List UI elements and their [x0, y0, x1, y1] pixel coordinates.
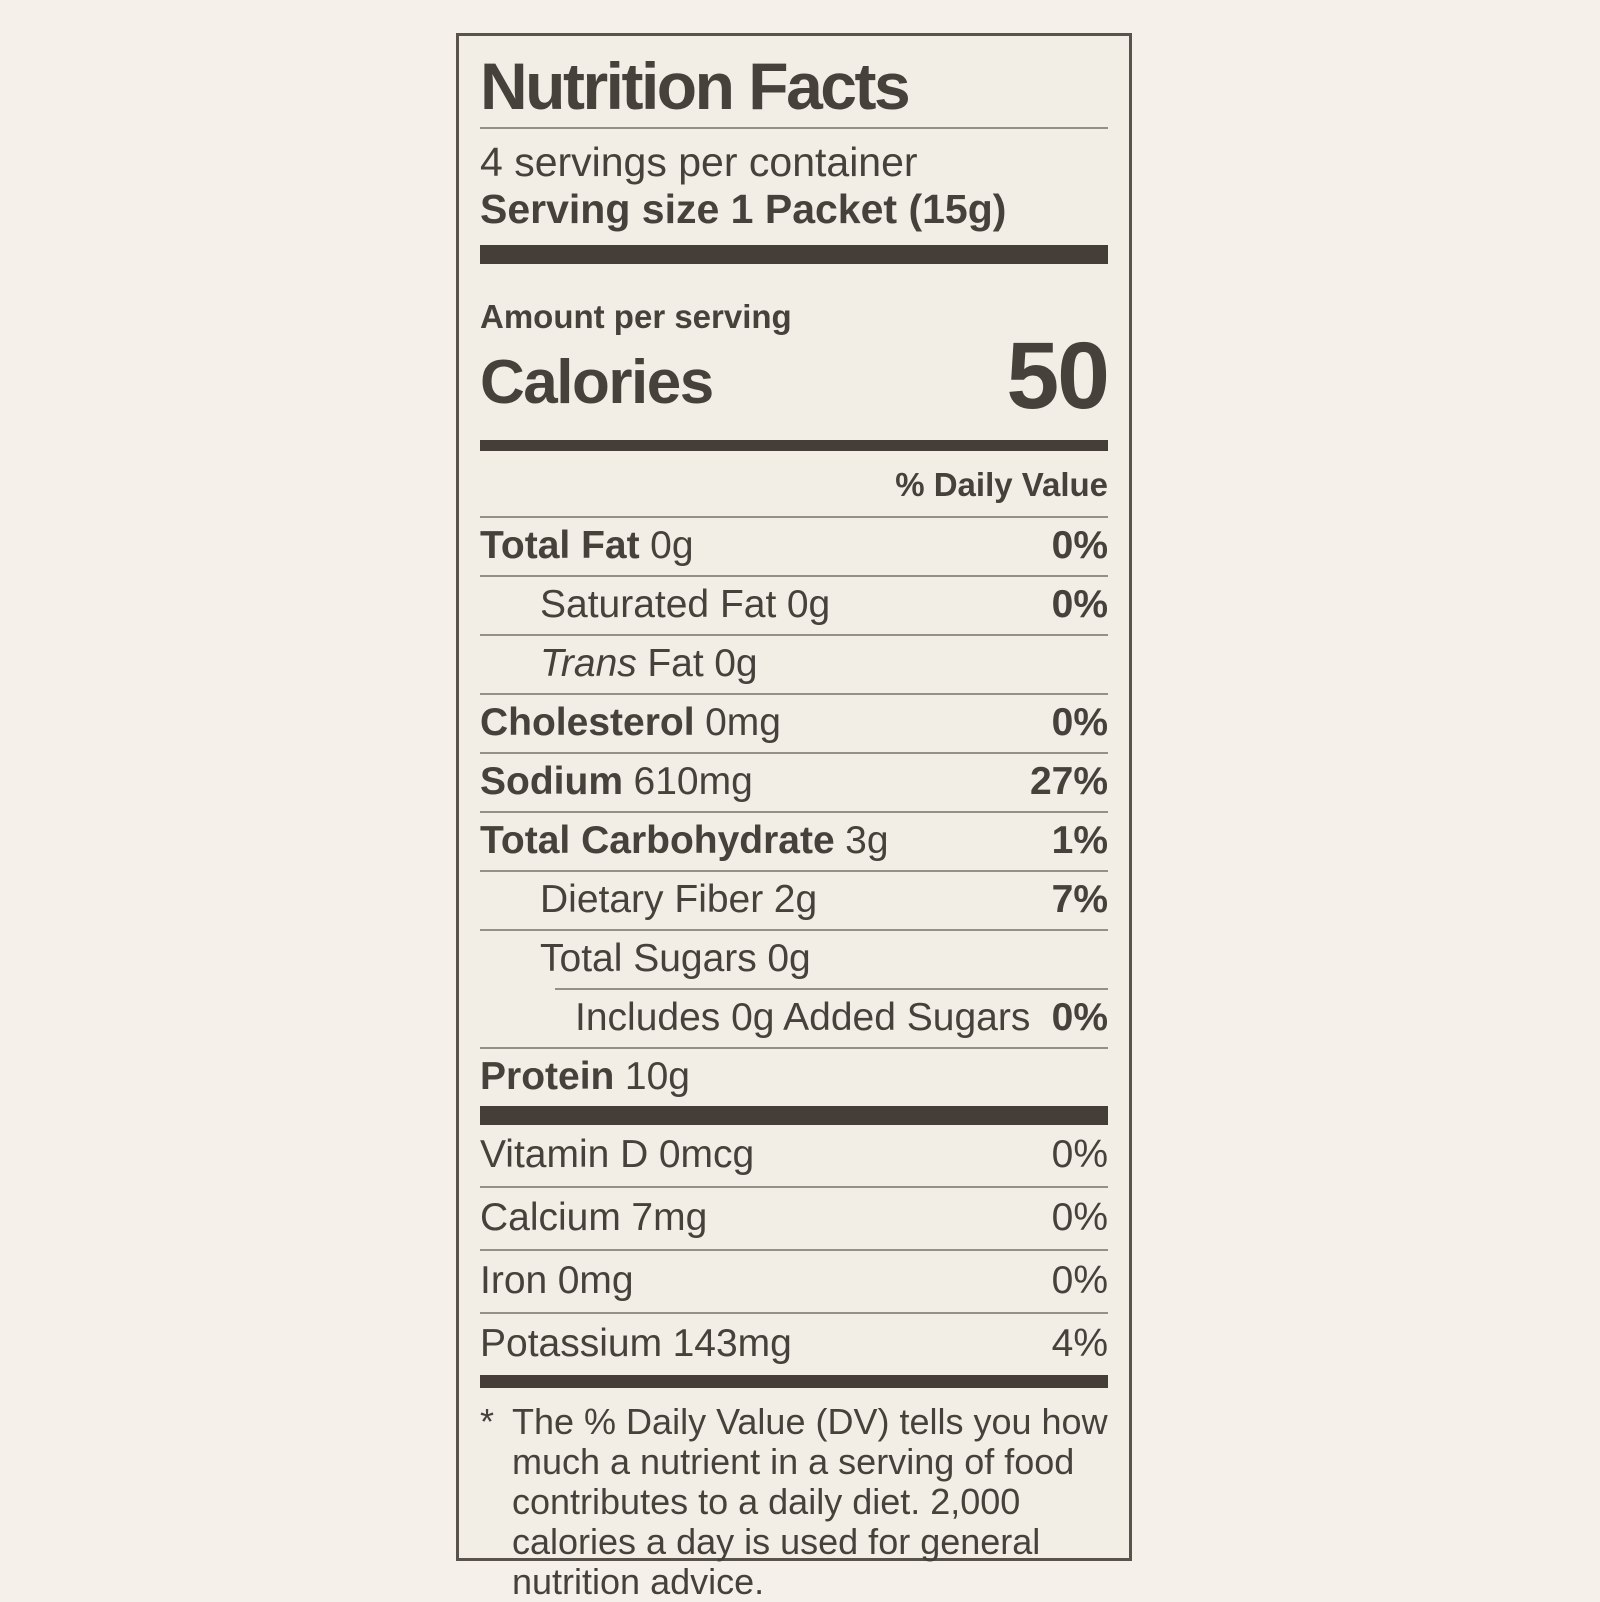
nutrient-name-amount: Total Sugars 0g [540, 936, 811, 980]
nutrient-name-amount: Sodium 610mg [480, 759, 753, 803]
nutrient-row-added-sugars [480, 990, 1108, 1049]
nutrient-dv: 0% [1051, 582, 1108, 626]
nutrient-name-amount: Cholesterol 0mg [480, 700, 781, 744]
medium-divider-bar [480, 440, 1108, 451]
label-title: Nutrition Facts [480, 49, 909, 123]
nutrient-dv: 0% [1051, 995, 1108, 1039]
nutrient-row-total-sugars [480, 931, 1108, 988]
nutrient-row-total-fat [480, 518, 1108, 577]
nutrient-name-amount: Protein 10g [480, 1054, 690, 1098]
calories-row [480, 322, 1108, 429]
serving-size: Serving size 1 Packet (15g) [480, 186, 1007, 233]
servings-per-container: 4 servings per container [480, 138, 918, 185]
nutrient-name-amount: Saturated Fat 0g [540, 582, 831, 626]
nutrient-dv: 7% [1051, 877, 1108, 921]
nutrient-name-amount: Calcium 7mg [480, 1195, 708, 1239]
nutrient-row-dietary-fiber [480, 872, 1108, 931]
nutrient-name-amount: Dietary Fiber 2g [540, 877, 818, 921]
nutrient-row-protein [480, 1049, 1108, 1106]
footnote-text: The % Daily Value (DV) tells you how much a nutrient in a serving of food contributes to a daily diet. 2,000 calories a day is used for general nutrition advice. [512, 1400, 1108, 1602]
nutrient-name-amount: Vitamin D 0mcg [480, 1132, 755, 1176]
nutrient-row-sodium [480, 754, 1108, 813]
medium-divider-bar [480, 1375, 1108, 1388]
nutrient-name-amount: Iron 0mg [480, 1258, 634, 1302]
nutrient-row-total-carbohydrate [480, 813, 1108, 872]
nutrient-dv: 0% [1051, 1132, 1108, 1176]
micronutrient-row-potassium [480, 1314, 1108, 1375]
micronutrient-row-iron [480, 1251, 1108, 1314]
title-separator [480, 127, 1108, 129]
nutrient-dv: 4% [1051, 1321, 1108, 1365]
nutrient-dv: 1% [1051, 818, 1108, 862]
calories-label: Calories [480, 348, 713, 418]
nutrient-dv: 0% [1051, 1195, 1108, 1239]
micronutrient-row-vitamin-d [480, 1125, 1108, 1188]
thick-divider-bar [480, 245, 1108, 264]
nutrient-name-amount: Trans Fat 0g [540, 641, 758, 685]
nutrient-name-amount: Potassium 143mg [480, 1321, 792, 1365]
nutrient-name-amount: Includes 0g Added Sugars [575, 995, 1031, 1039]
nutrition-facts-label [456, 33, 1132, 1602]
nutrient-dv: 0% [1051, 523, 1108, 567]
nutrient-dv: 27% [1029, 759, 1108, 803]
daily-value-footnote [480, 1402, 1108, 1602]
nutrient-name-amount: Total Carbohydrate 3g [480, 818, 889, 862]
nutrient-row-saturated-fat [480, 577, 1108, 636]
micronutrient-row-calcium [480, 1188, 1108, 1251]
daily-value-header: % Daily Value [480, 451, 1108, 518]
calories-value: 50 [1006, 322, 1108, 429]
footnote-asterisk: * [480, 1400, 495, 1442]
nutrient-name-amount: Total Fat 0g [480, 523, 694, 567]
nutrient-dv: 0% [1051, 1258, 1108, 1302]
amount-per-serving: Amount per serving [480, 297, 792, 335]
nutrient-row-trans-fat [480, 636, 1108, 695]
thick-divider-bar [480, 1106, 1108, 1125]
nutrient-dv: 0% [1051, 700, 1108, 744]
nutrient-row-cholesterol [480, 695, 1108, 754]
